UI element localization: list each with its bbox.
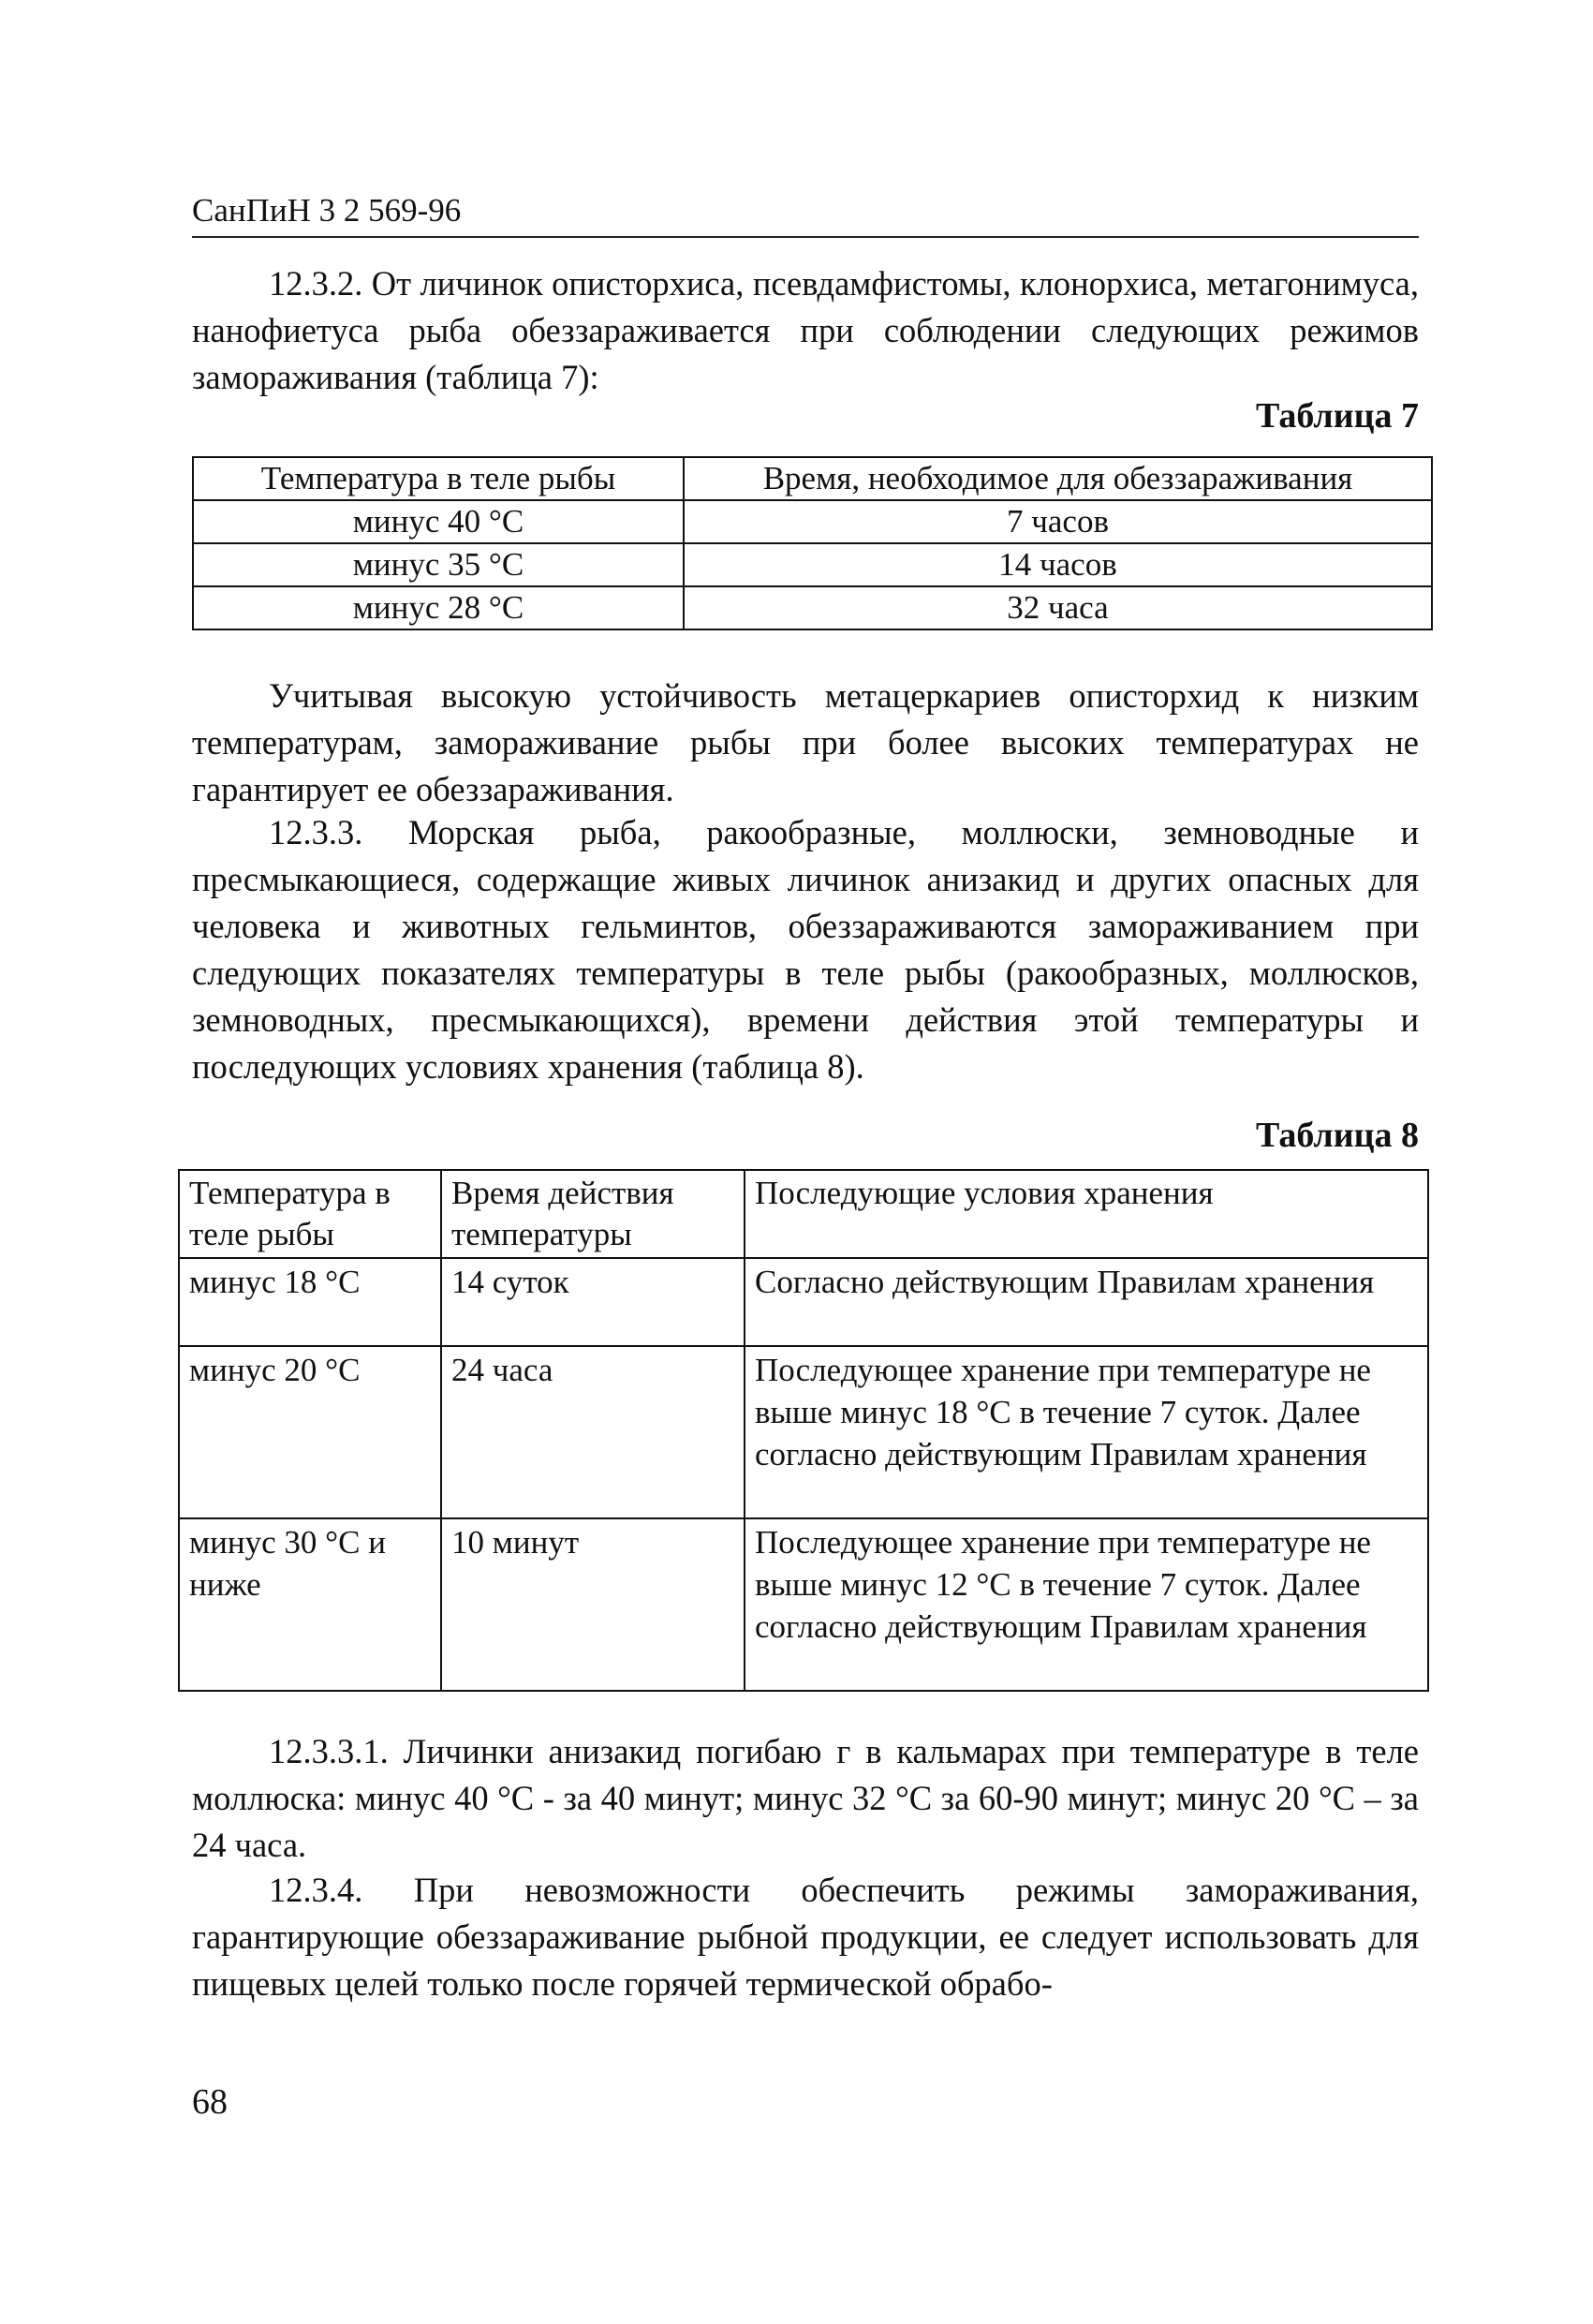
table-row — [193, 586, 1432, 629]
paragraph-12-3-2: 12.3.2. От личинок описторхиса, псевдамфистомы, клонорхиса, метагонимуса, нанофиетуса рыба обеззараживается при соблюдении следующих режимов замораживания (таблица 7): — [192, 264, 1419, 396]
table-cell: 32 часа — [684, 586, 1432, 629]
table-8-caption: Таблица 8 — [1255, 1116, 1419, 1155]
table-header-cell: Время, необходимое для обеззараживания — [684, 457, 1432, 500]
table-8 — [178, 1169, 1429, 1692]
table-header-row — [193, 457, 1432, 500]
table-row — [179, 1346, 1428, 1518]
table-row — [193, 500, 1432, 543]
table-cell: 24 часа — [441, 1346, 745, 1518]
table-cell: минус 20 °С — [179, 1346, 441, 1518]
table-cell: минус 35 °С — [193, 543, 684, 586]
header-divider — [192, 236, 1419, 238]
table-row — [193, 543, 1432, 586]
table-7 — [192, 456, 1433, 630]
table-cell: 7 часов — [684, 500, 1432, 543]
running-header: СанПиН 3 2 569-96 — [192, 192, 462, 229]
table-header-cell: Температура в теле рыбы — [179, 1170, 441, 1258]
table-cell: минус 30 °С и ниже — [179, 1518, 441, 1691]
paragraph-12-3-3: 12.3.3. Морская рыба, ракообразные, моллюски, земноводные и пресмыкающиеся, содержащие живых личинок анизакид и других опасных для человека и животных гельминтов, обеззараживаются замораживанием при следующих показателях температуры в теле рыбы (ракообразных, моллюсков, земноводных, пресмыкающихся), времени действия этой температуры и последующих условиях хранения (таблица 8). — [192, 813, 1419, 1086]
table-cell: 14 суток — [441, 1258, 745, 1346]
table-cell: минус 40 °С — [193, 500, 684, 543]
table-header-cell: Время действия температуры — [441, 1170, 745, 1258]
paragraph-12-3-4: 12.3.4. При невозможности обеспечить режимы замораживания, гарантирующие обеззараживание рыбной продукции, ее следует использовать для пищевых целей только после горячей термической обрабо- — [192, 1871, 1419, 2003]
table-cell: минус 28 °С — [193, 586, 684, 629]
table-cell: 10 минут — [441, 1518, 745, 1691]
table-cell: Последующее хранение при температуре не выше минус 18 °С в течение 7 суток. Далее согласно действующим Правилам хранения — [745, 1346, 1428, 1518]
paragraph-12-3-3-1: 12.3.3.1. Личинки анизакид погибаю г в кальмарах при температуре в теле моллюска: минус 40 °С - за 40 минут; минус 32 °С за 60-90 минут; минус 20 °С – за 24 часа. — [192, 1732, 1419, 1864]
paragraph-metacercariae: Учитывая высокую устойчивость метацеркариев описторхид к низким температурам, замораживание рыбы при более высоких температурах не гарантирует ее обеззараживания. — [192, 676, 1419, 808]
table-header-cell: Последующие условия хранения — [745, 1170, 1428, 1258]
table-cell: Согласно действующим Правилам хранения — [745, 1258, 1428, 1346]
table-cell: Последующее хранение при температуре не выше минус 12 °С в течение 7 суток. Далее согласно действующим Правилам хранения — [745, 1518, 1428, 1691]
table-7-caption: Таблица 7 — [1255, 396, 1419, 436]
table-row — [179, 1518, 1428, 1691]
page-number: 68 — [192, 2082, 228, 2122]
table-cell: 14 часов — [684, 543, 1432, 586]
table-row — [179, 1258, 1428, 1346]
table-header-row — [179, 1170, 1428, 1258]
table-header-cell: Температура в теле рыбы — [193, 457, 684, 500]
table-cell: минус 18 °С — [179, 1258, 441, 1346]
